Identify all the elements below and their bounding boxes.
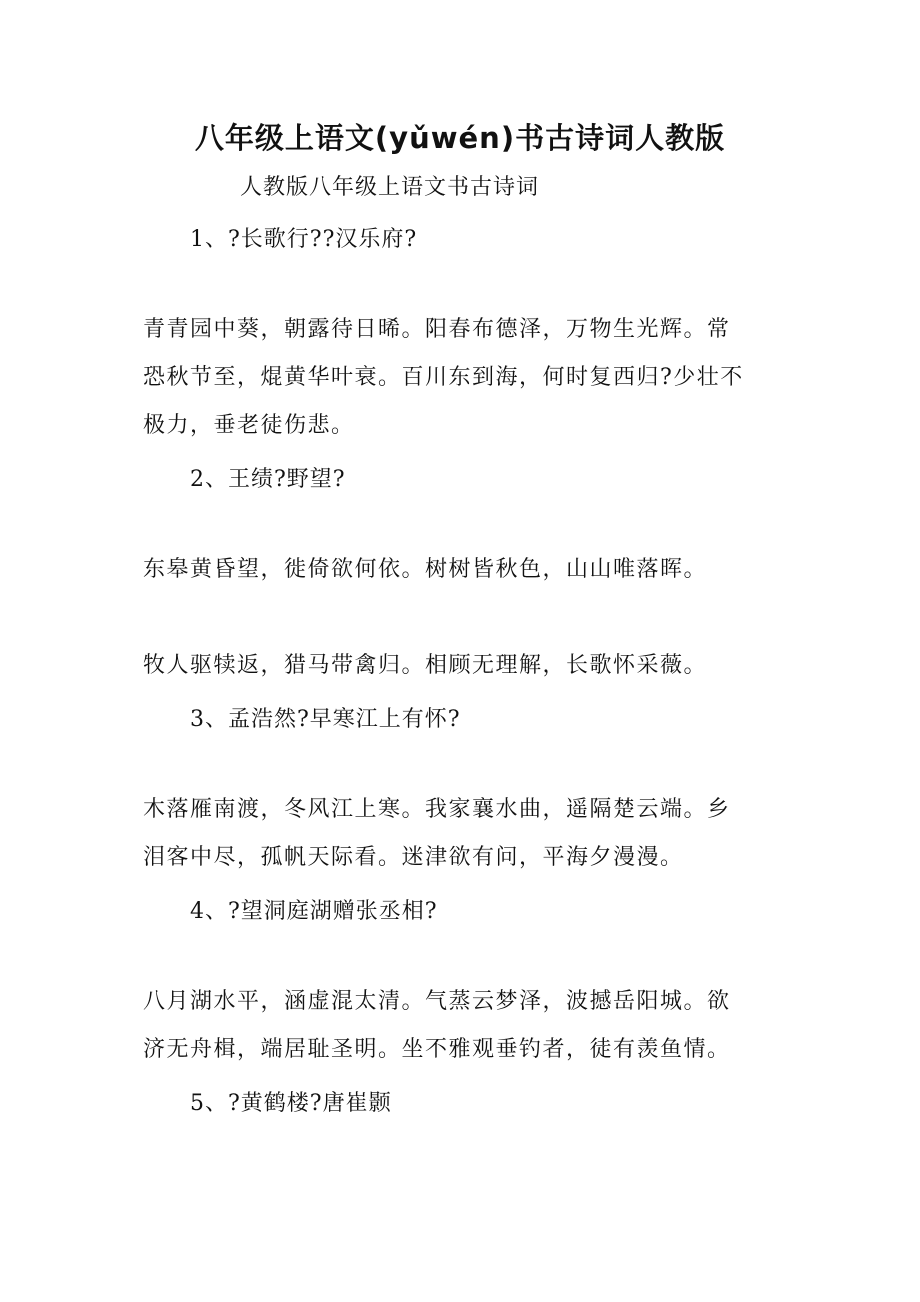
section-heading-4: 4、?望洞庭湖赠张丞相? (190, 899, 438, 924)
poem-text-3 (143, 786, 773, 882)
poem-text-1 (143, 306, 773, 450)
document-title: 八年级上语文(yǔwén)书古诗词人教版 (194, 121, 726, 155)
poem-line: 青青园中葵，朝露待日晞。阳春布德泽，万物生光辉。常 (143, 317, 731, 342)
poem-line: 恐秋节至，焜黄华叶衰。百川东到海，何时复西归?少壮不 (143, 365, 744, 390)
poem-line: 木落雁南渡，冬风江上寒。我家襄水曲，遥隔楚云端。乡 (143, 797, 731, 822)
section-heading-2: 2、王绩?野望? (190, 467, 346, 492)
section-heading-3: 3、孟浩然?早寒江上有怀? (190, 707, 461, 732)
poem-line: 济无舟楫，端居耻圣明。坐不雅观垂钓者，徒有羡鱼情。 (143, 1037, 731, 1062)
poem-line: 东皋黄昏望，徙倚欲何依。树树皆秋色，山山唯落晖。 (143, 557, 708, 582)
poem-line: 八月湖水平，涵虚混太清。气蒸云梦泽，波撼岳阳城。欲 (143, 989, 731, 1014)
poem-line: 牧人驱犊返，猎马带禽归。相顾无理解，长歌怀采薇。 (143, 653, 708, 678)
poem-text-2b (143, 642, 773, 690)
poem-line: 泪客中尽，孤帆天际看。迷津欲有问，平海夕漫漫。 (143, 845, 684, 870)
document-subtitle: 人教版八年级上语文书古诗词 (240, 175, 540, 200)
section-heading-1: 1、?长歌行??汉乐府? (190, 227, 418, 252)
poem-text-2a (143, 546, 773, 594)
poem-line: 极力，垂老徒伤悲。 (143, 413, 355, 438)
section-heading-5: 5、?黄鹤楼?唐崔颢 (190, 1091, 392, 1116)
poem-text-4 (143, 978, 773, 1074)
